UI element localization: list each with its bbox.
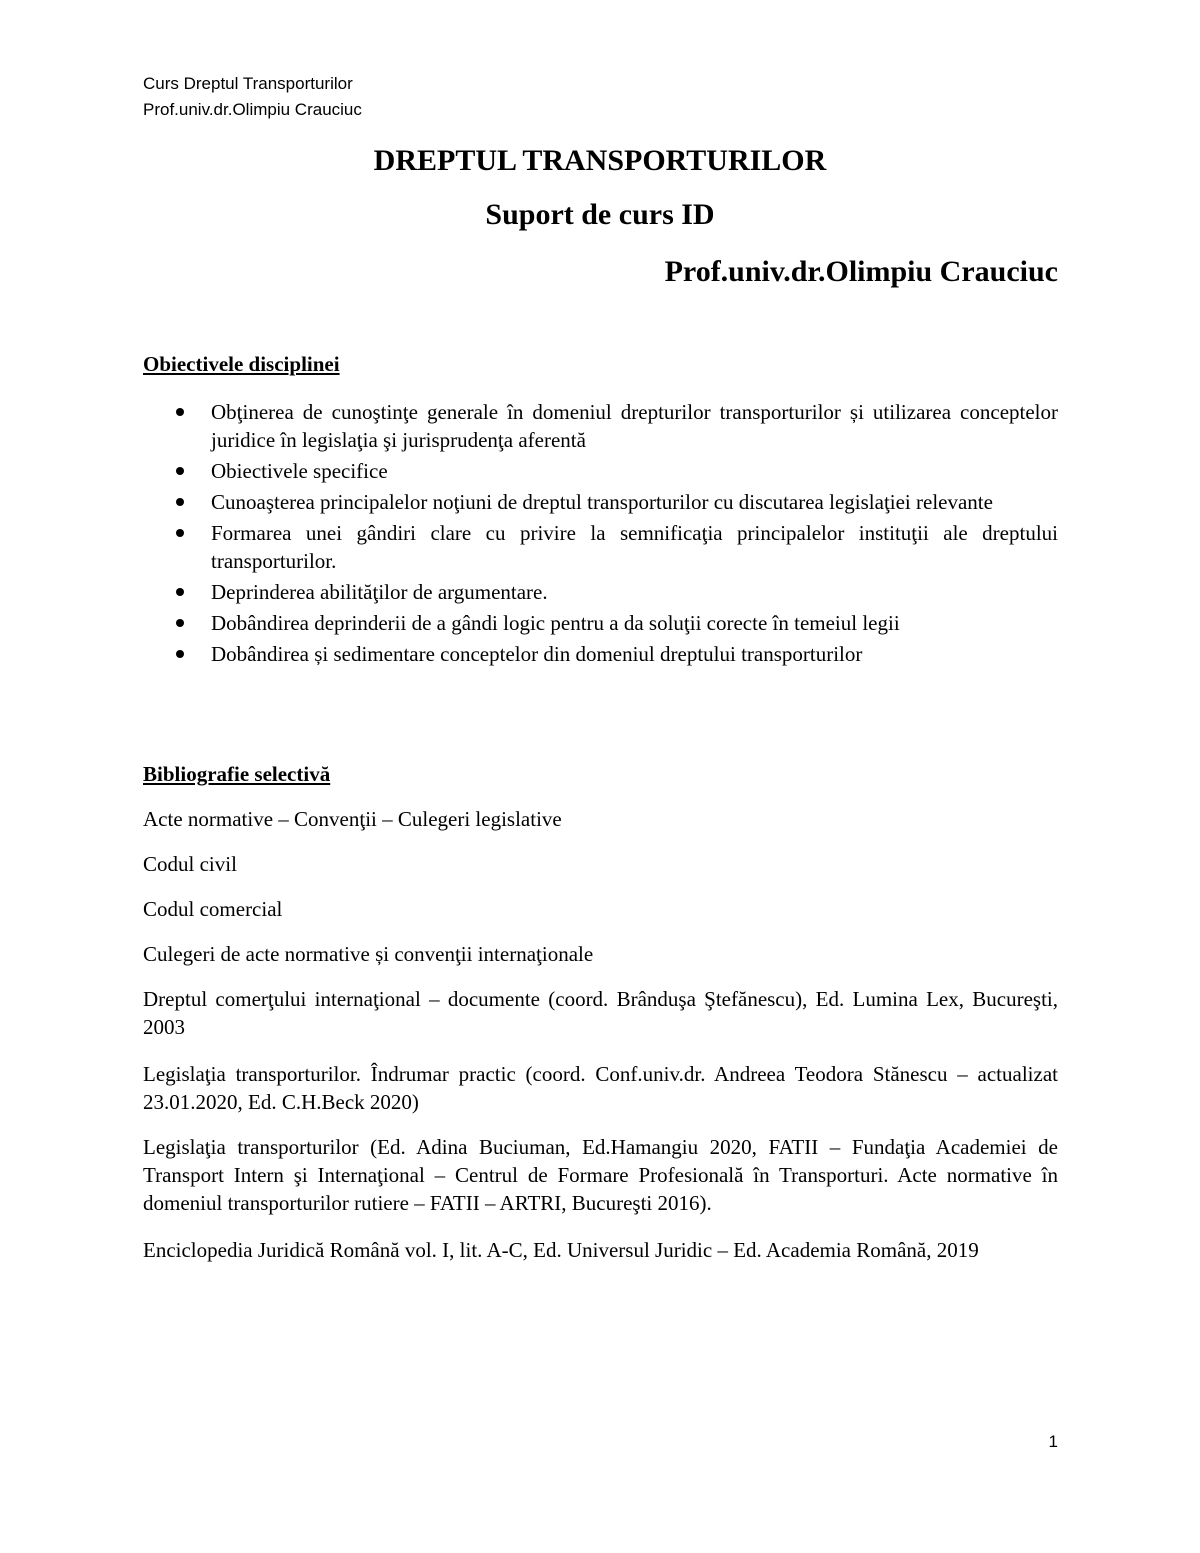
bibliography-heading: Bibliografie selectivă xyxy=(143,762,331,786)
bibliography-entry xyxy=(143,1133,1058,1217)
running-header-course: Curs Dreptul Transporturilor xyxy=(143,74,353,93)
objective-item xyxy=(143,640,1058,668)
bibliography-entry xyxy=(143,1060,1058,1116)
objective-item xyxy=(143,488,1058,516)
bibliography-entry-text: Acte normative – Convenţii – Culegeri legislative xyxy=(143,807,562,831)
bibliography-entry xyxy=(143,940,1058,968)
objective-text: Obţinerea de cunoştinţe generale în domeniul drepturilor transporturilor și utilizarea conceptelor juridice în legislaţia şi jurisprudenţa aferentă xyxy=(211,400,1058,452)
bullet-icon xyxy=(176,408,184,416)
objectives-heading: Obiectivele disciplinei xyxy=(143,352,340,376)
bibliography-entry xyxy=(143,1236,1058,1264)
running-header-author: Prof.univ.dr.Olimpiu Crauciuc xyxy=(143,100,362,119)
bullet-icon xyxy=(176,529,184,537)
bibliography-entry xyxy=(143,895,1058,923)
bibliography-entry xyxy=(143,985,1058,1041)
objective-text: Obiectivele specifice xyxy=(211,459,388,483)
bibliography-entry-text: Culegeri de acte normative și convenţii internaţionale xyxy=(143,942,594,966)
bullet-icon xyxy=(176,467,184,475)
objective-item xyxy=(143,398,1058,454)
document-subtitle: Suport de curs ID xyxy=(485,198,715,231)
objective-item xyxy=(143,519,1058,575)
page-number: 1 xyxy=(1048,1432,1058,1451)
bibliography-entry-text: Legislaţia transporturilor (Ed. Adina Buciuman, Ed.Hamangiu 2020, FATII – Fundaţia Academiei de Transport Intern şi Internaţional – Centrul de Formare Profesională în Transporturi. Acte normative în domeniul transporturilor rutiere – FATII – ARTRI, Bucureşti 2016). xyxy=(143,1135,1058,1215)
bibliography-entry-text: Codul comercial xyxy=(143,897,283,921)
objective-text: Dobândirea deprinderii de a gândi logic pentru a da soluţii corecte în temeiul legii xyxy=(211,611,900,635)
document-title: DREPTUL TRANSPORTURILOR xyxy=(373,144,827,177)
objective-item xyxy=(143,609,1058,637)
bibliography-entry-text: Codul civil xyxy=(143,852,237,876)
document-author: Prof.univ.dr.Olimpiu Crauciuc xyxy=(664,255,1058,288)
objective-item xyxy=(143,457,1058,485)
bullet-icon xyxy=(176,619,184,627)
bibliography-entry-text: Legislaţia transporturilor. Îndrumar practic (coord. Conf.univ.dr. Andreea Teodora Stănescu – actualizat 23.01.2020, Ed. C.H.Beck 2020) xyxy=(143,1062,1058,1114)
objective-text: Cunoaşterea principalelor noţiuni de dreptul transporturilor cu discutarea legislaţiei relevante xyxy=(211,490,993,514)
bullet-icon xyxy=(176,498,184,506)
objective-item xyxy=(143,578,1058,606)
bibliography-entry xyxy=(143,805,1058,833)
bibliography-entry xyxy=(143,850,1058,878)
objectives-list xyxy=(143,398,1058,671)
bullet-icon xyxy=(176,650,184,658)
bibliography-entry-text: Enciclopedia Juridică Română vol. I, lit. A-C, Ed. Universul Juridic – Ed. Academia Română, 2019 xyxy=(143,1238,979,1262)
objective-text: Dobândirea și sedimentare conceptelor din domeniul dreptului transporturilor xyxy=(211,642,863,666)
bibliography-entry-text: Dreptul comerţului internaţional – documente (coord. Brânduşa Ştefănescu), Ed. Lumina Lex, Bucureşti, 2003 xyxy=(143,987,1058,1039)
objective-text: Formarea unei gândiri clare cu privire la semnificaţia principalelor instituţii ale dreptului transporturilor. xyxy=(211,521,1058,573)
objective-text: Deprinderea abilităţilor de argumentare. xyxy=(211,580,548,604)
bullet-icon xyxy=(176,588,184,596)
